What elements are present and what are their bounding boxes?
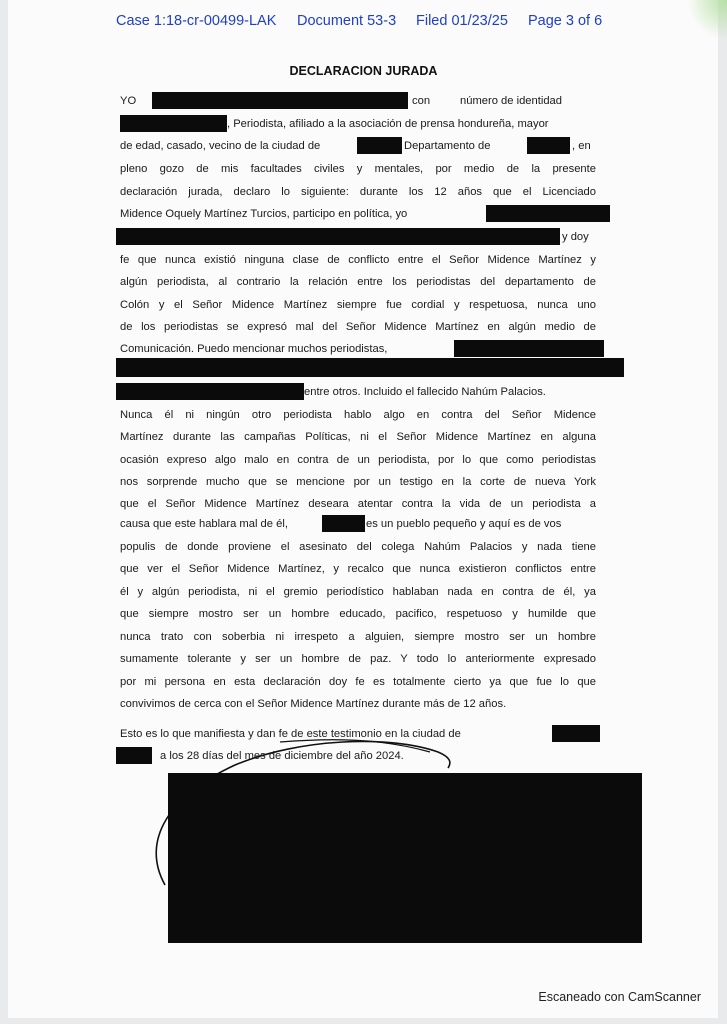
text-segment: Comunicación. Puedo mencionar muchos periodistas, <box>120 343 388 355</box>
text-line: Nunca él ni ningún otro periodista hablo algo en contra del Señor Midence <box>120 409 596 421</box>
text-line: fe que nunca existió ninguna clase de conflicto entre el Señor Midence Martínez y <box>120 254 596 266</box>
text-line: sumamente tolerante y ser un hombre de paz. Y todo lo anteriormente expresado <box>120 653 596 665</box>
text-line: Colón y el Señor Midence Martínez siempre fue cordial y respetuosa, nunca uno <box>120 299 596 311</box>
text-line: nunca trato con soberbia ni irrespeto a alguien, siempre mostro ser un hombre <box>120 631 596 643</box>
text-segment: , Periodista, afiliado a la asociación de prensa hondureña, mayor <box>227 118 549 130</box>
text-line: Martínez durante las campañas Políticas, ni el Señor Midence Martínez en alguna <box>120 431 596 443</box>
text-line: populis de donde proviene el asesinato del colega Nahúm Palacios y nada tiene <box>120 541 596 553</box>
scanner-watermark: Escaneado con CamScanner <box>538 990 701 1004</box>
filed-date: Filed 01/23/25 <box>416 13 508 29</box>
text-line: que ver el Señor Midence Martínez, y recalco que nunca existieron conflictos entre <box>120 563 596 575</box>
text-line: nos sorprende mucho que se mencione por un testigo en la corte de nueva York <box>120 476 596 488</box>
text-segment: Midence Oquely Martínez Turcios, participo en política, yo <box>120 208 408 220</box>
text-line: algún periodista, al contrario la relación entre los periodistas del departamento de <box>120 276 596 288</box>
text-segment: y doy <box>562 231 589 243</box>
text-line: pleno gozo de mis facultades civiles y mentales, por medio de la presente <box>120 163 596 175</box>
text-segment: es un pueblo pequeño y aquí es de vos <box>366 518 562 530</box>
text-line: declaración jurada, declaro lo siguiente: durante los 12 años que el Licenciado <box>120 186 596 198</box>
page-number: Page 3 of 6 <box>528 13 603 29</box>
text-segment: causa que este hablara mal de él, <box>120 518 288 530</box>
text-segment: , en <box>572 140 591 152</box>
text-segment: Esto es lo que manifiesta y dan fe de este testimonio en la ciudad de <box>120 728 461 740</box>
text-line: que siempre mostro ser un hombre educado, pacifico, respetuoso y humilde que <box>120 608 596 620</box>
text-line: por mi persona en esta declaración doy fe es totalmente cierto ya que fue lo que <box>120 676 596 688</box>
case-number: Case 1:18-cr-00499-LAK <box>116 13 277 29</box>
signature-redaction <box>168 773 642 943</box>
text-segment: entre otros. Incluido el fallecido Nahúm Palacios. <box>304 386 546 398</box>
document-number: Document 53-3 <box>297 13 397 29</box>
text-segment: de edad, casado, vecino de la ciudad de <box>120 140 321 152</box>
document-title: DECLARACION JURADA <box>289 64 438 78</box>
text-line: convivimos de cerca con el Señor Midence Martínez durante más de 12 años. <box>120 698 507 710</box>
text-segment: número de identidad <box>460 95 563 107</box>
text-line: de los periodistas se expresó mal del Señor Midence Martínez en algún medio de <box>120 321 596 333</box>
text-line: que el Señor Midence Martínez deseara atentar contra la vida de un periodista a <box>120 498 596 510</box>
text-segment: con <box>412 95 431 107</box>
text-segment: a los 28 días del mes de diciembre del año 2024. <box>160 750 404 762</box>
text-line: él y algún periodista, ni el gremio periodístico hablaban nada en contra de él, ya <box>120 586 596 598</box>
text-line: ocasión expreso algo malo en contra de un periodista, por lo que como periodistas <box>120 454 596 466</box>
text-segment: YO <box>120 95 137 107</box>
text-segment: Departamento de <box>404 140 491 152</box>
